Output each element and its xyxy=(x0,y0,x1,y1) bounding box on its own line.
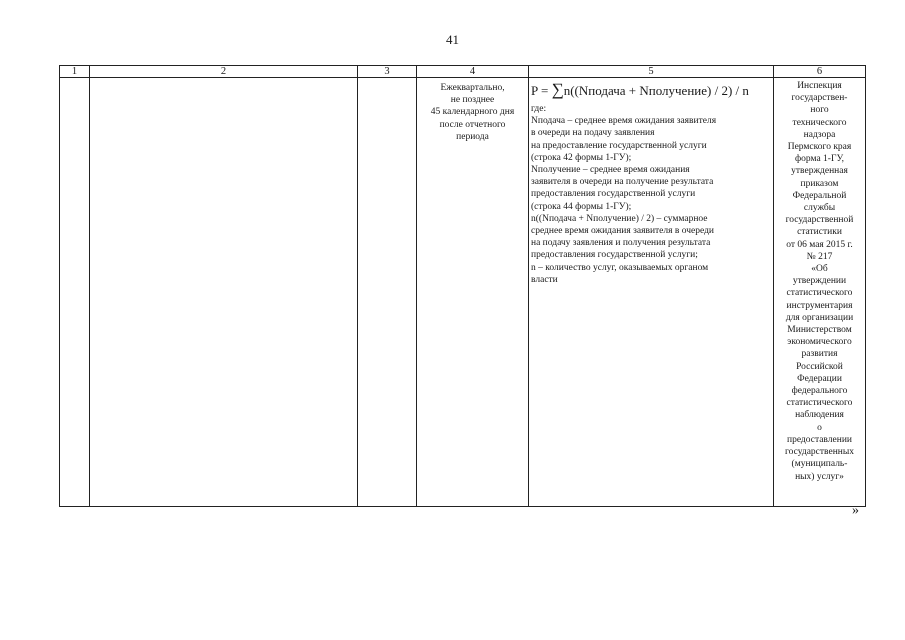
explanation-line: (строка 42 формы 1-ГУ); xyxy=(531,152,632,163)
source-line: развития xyxy=(801,349,838,360)
source-line: федерального xyxy=(791,386,848,397)
source-line: утвержденная xyxy=(791,166,848,177)
deadline-line: после отчетного xyxy=(439,119,506,130)
source-line: для организации xyxy=(785,312,854,323)
source-line: от 06 мая 2015 г. xyxy=(786,239,853,250)
document-table xyxy=(59,65,866,507)
source-line: утверждении xyxy=(792,276,847,287)
formula: P = ∑n((Nподача + Nполучение) / 2) / n xyxy=(531,82,749,99)
table-row xyxy=(60,78,866,507)
page-number: 41 xyxy=(446,32,459,47)
header-row xyxy=(60,66,866,78)
explanation-line: в очереди на подачу заявления xyxy=(531,128,655,139)
source-line: № 217 xyxy=(806,251,833,262)
source-line: приказом xyxy=(800,178,839,189)
source-line: «Об xyxy=(811,264,828,275)
column-header-5: 5 xyxy=(529,66,774,78)
cell-formula xyxy=(529,78,774,507)
source-line: службы xyxy=(803,203,836,214)
explanation-line: (строка 44 формы 1-ГУ); xyxy=(531,201,632,212)
source-line: технического xyxy=(792,117,847,128)
deadline-line: не позднее xyxy=(450,95,495,106)
source-line: предоставлении xyxy=(786,434,852,445)
source-line: статистики xyxy=(797,227,842,238)
source-line: инструментария xyxy=(786,300,853,311)
source-line: государствен- xyxy=(791,93,848,104)
explanation-line: власти xyxy=(531,274,558,285)
source-line: Федеральной xyxy=(792,190,847,201)
source-line: ных) услуг» xyxy=(795,471,844,482)
cell-col-2 xyxy=(90,78,358,507)
deadline-line: 45 календарного дня xyxy=(430,107,515,118)
explanation-line: заявителя в очереди на получение результата xyxy=(531,177,714,188)
source-line: ного xyxy=(810,105,829,116)
explanation-line: предоставления государственной услуги; xyxy=(531,250,698,261)
source-line: Пермского края xyxy=(787,142,852,153)
source-line: Федерации xyxy=(797,373,842,384)
explanation-line: предоставления государственной услуги xyxy=(531,189,696,200)
source-line: Российской xyxy=(796,361,843,372)
column-header-4: 4 xyxy=(417,66,529,78)
deadline-line: периода xyxy=(456,131,489,142)
source-line: экономического xyxy=(787,337,852,348)
source-line: Инспекция xyxy=(797,81,842,91)
source-line: надзора xyxy=(803,129,836,140)
source-line: Министерством xyxy=(787,325,852,336)
source-line: (муниципаль- xyxy=(791,459,848,470)
deadline-line: Ежеквартально, xyxy=(440,83,505,93)
source-line: форма 1-ГУ, xyxy=(794,154,844,165)
explanation-line: Nполучение – среднее время ожидания xyxy=(531,165,690,176)
column-header-2: 2 xyxy=(90,66,358,78)
source-line: статистического xyxy=(786,398,853,409)
source-line: статистического xyxy=(786,288,853,299)
explanation-line: на подачу заявления и получения результата xyxy=(531,238,711,249)
source-line: наблюдения xyxy=(795,410,844,421)
formula-explanation xyxy=(531,103,771,286)
source-line: о xyxy=(817,422,822,433)
explanation-line: среднее время ожидания заявителя в очереди xyxy=(531,226,714,237)
explanation-line: Nподача – среднее время ожидания заявителя xyxy=(531,116,717,127)
cell-col-3 xyxy=(358,78,417,507)
column-header-1: 1 xyxy=(60,66,90,78)
explanation-line: где: xyxy=(531,104,547,114)
cell-deadline xyxy=(417,78,529,507)
explanation-line: n((Nподача + Nполучение) / 2) – суммарное xyxy=(531,213,708,224)
explanation-line: на предоставление государственной услуги xyxy=(531,140,707,151)
cell-source xyxy=(774,78,866,507)
column-header-3: 3 xyxy=(358,66,417,78)
closing-quote: » xyxy=(852,503,859,518)
column-header-6: 6 xyxy=(774,66,866,78)
explanation-line: n – количество услуг, оказываемых органом xyxy=(531,262,709,273)
cell-col-1 xyxy=(60,78,90,507)
source-line: государственных xyxy=(784,447,854,458)
source-line: государственной xyxy=(785,215,854,226)
